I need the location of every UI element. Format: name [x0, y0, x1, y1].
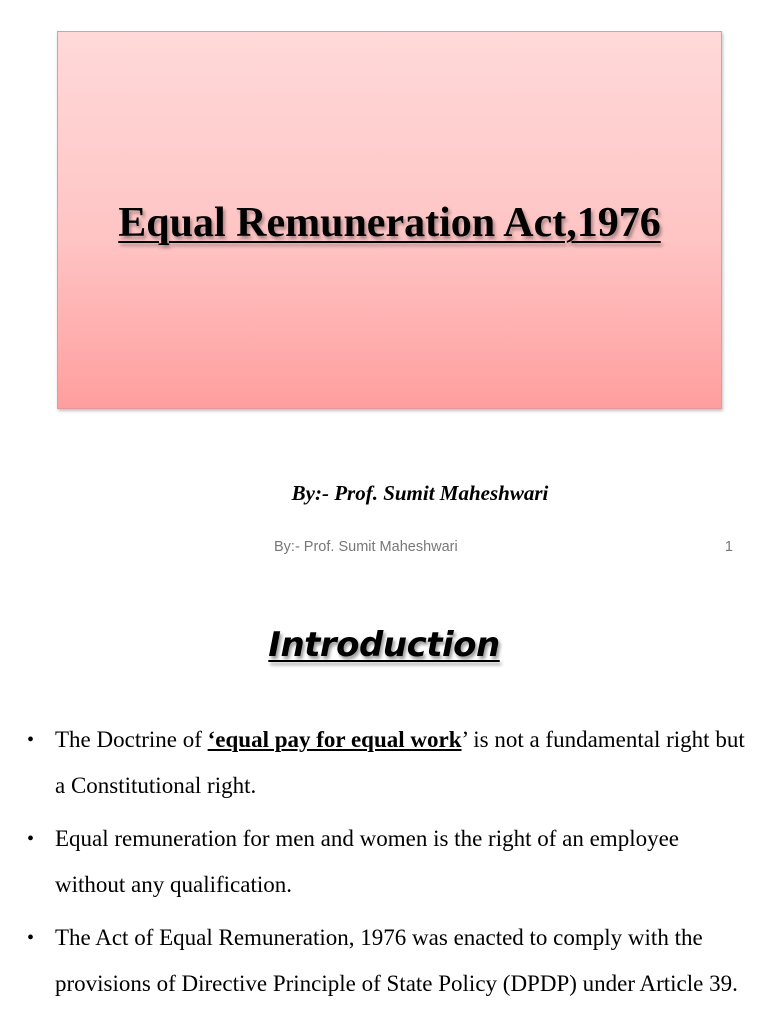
page-number: 1 [724, 539, 733, 555]
slide-footer: By:- Prof. Sumit Maheshwari [274, 539, 458, 555]
bullet-item [0, 915, 768, 1007]
bullet-dot-icon: • [27, 927, 35, 949]
author-line: By:- Prof. Sumit Maheshwari [291, 481, 549, 505]
slide-title: Equal Remuneration Act,1976 [118, 200, 661, 246]
section-heading: Introduction [268, 625, 500, 665]
title-box [57, 31, 722, 409]
bullet-dot-icon: • [27, 729, 35, 751]
bullet-item [0, 717, 768, 809]
bullet-text-after: ’ is not a fundamental right but a Constitutional right. [55, 727, 745, 798]
bullet-text: Equal remuneration for men and women is the right of an employee without any qualification. [55, 826, 679, 897]
bullet-emphasis: ‘equal pay for equal work [207, 727, 462, 752]
bullet-text-before: The Doctrine of [55, 727, 208, 752]
bullet-text: The Act of Equal Remuneration, 1976 was enacted to comply with the provisions of Directive Principle of State Policy (DPDP) under Article 39. [55, 925, 738, 996]
bullet-dot-icon: • [27, 828, 35, 850]
bullet-list [0, 717, 768, 1014]
bullet-item [0, 816, 768, 908]
